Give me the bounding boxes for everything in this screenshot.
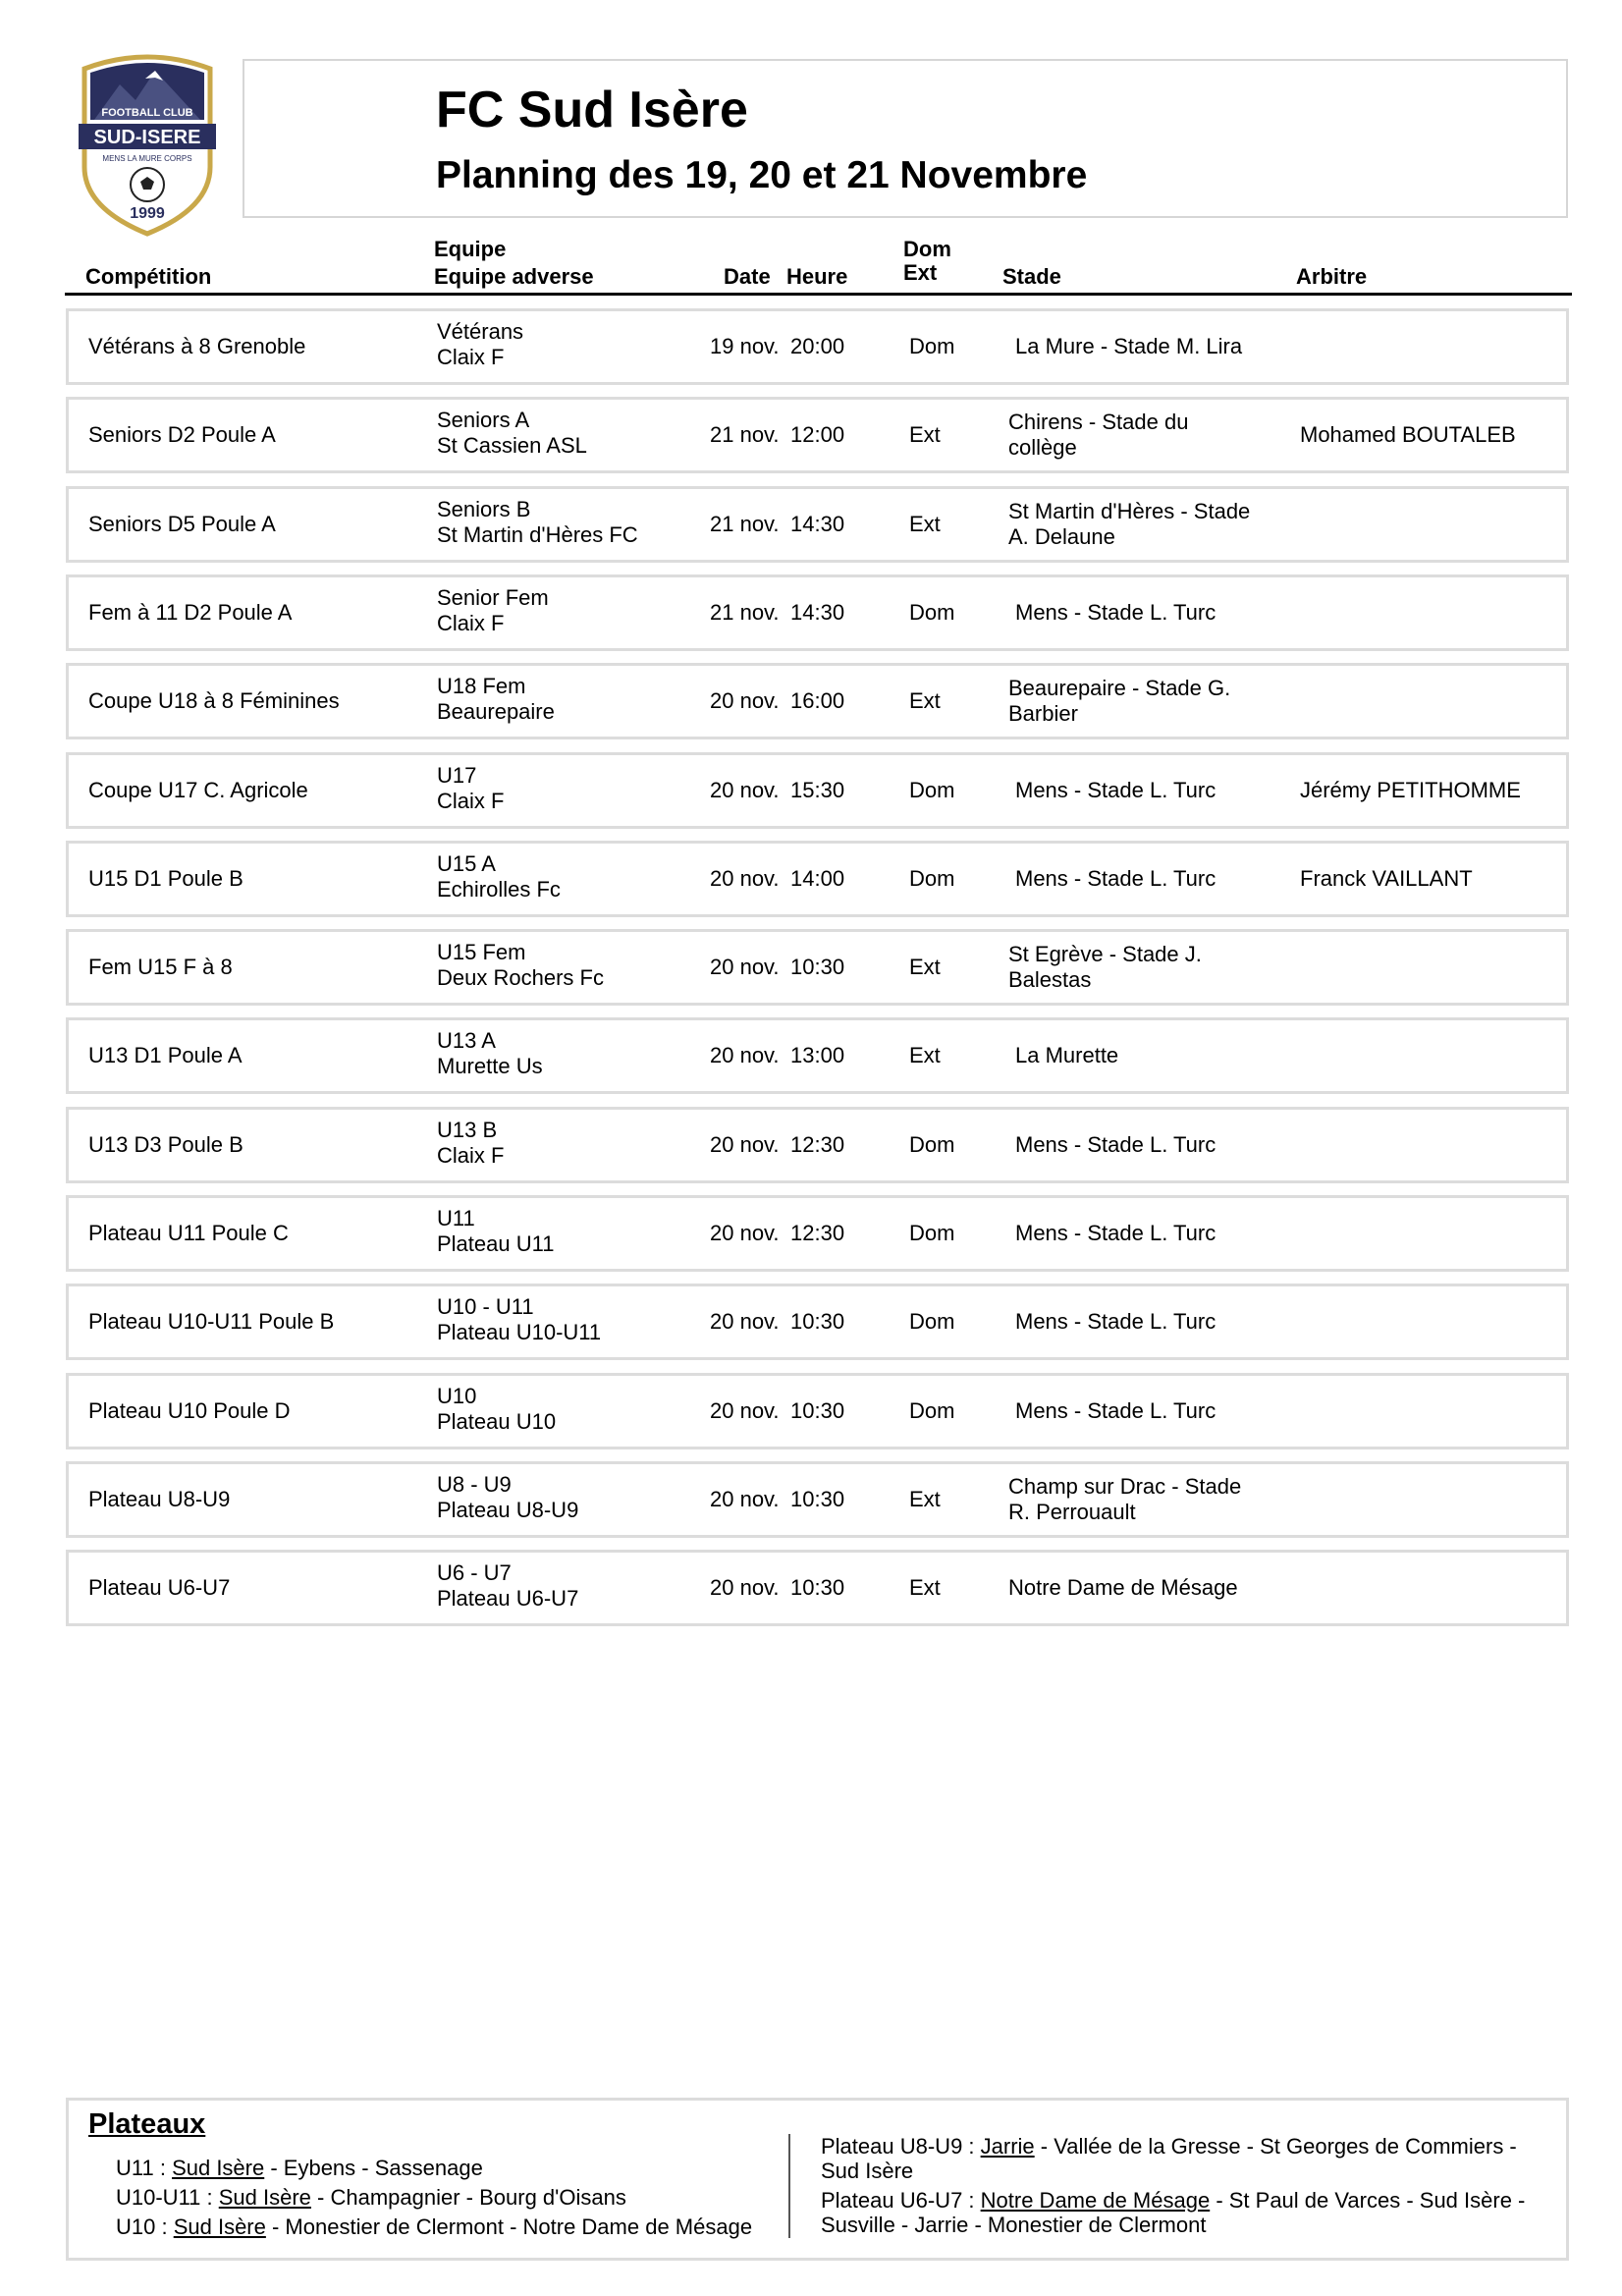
- adverse-text: Plateau U6-U7: [437, 1586, 579, 1611]
- stade-line: Chirens - Stade du: [1008, 410, 1189, 434]
- stade-line: Mens - Stade L. Turc: [1015, 778, 1216, 802]
- stade-cell: [1015, 866, 1216, 892]
- competition-cell: Vétérans à 8 Grenoble: [88, 334, 306, 358]
- col-header-heure: Heure: [786, 264, 848, 289]
- heure-cell: 12:00: [790, 422, 845, 447]
- match-row: [66, 752, 1569, 829]
- equipe-text: Seniors A: [437, 408, 530, 432]
- domext-cell: Ext: [909, 1575, 941, 1600]
- team-cell: [437, 1028, 543, 1079]
- domext-cell: Ext: [909, 688, 941, 713]
- match-row: [66, 1017, 1569, 1094]
- date-cell: 19 nov.: [710, 334, 780, 358]
- plateau-line: Plateau U8-U9 : Jarrie - Vallée de la Gresse - St Georges de Commiers - Sud Isère: [821, 2134, 1517, 2183]
- match-row: [66, 1284, 1569, 1360]
- stade-cell: [1015, 334, 1242, 359]
- date-cell: 20 nov.: [710, 1575, 780, 1600]
- stade-line: Mens - Stade L. Turc: [1015, 1309, 1216, 1334]
- competition-cell: Plateau U10 Poule D: [88, 1398, 291, 1423]
- heure-cell: 20:00: [790, 334, 845, 358]
- stade-line: Beaurepaire - Stade G.: [1008, 676, 1231, 700]
- stade-cell: [1008, 499, 1250, 550]
- date-cell: 20 nov.: [710, 955, 780, 979]
- date-cell: 20 nov.: [710, 1132, 780, 1157]
- adverse-text: St Martin d'Hères FC: [437, 522, 638, 547]
- col-header-equipe-adverse: Equipe adverse: [434, 264, 594, 289]
- adverse-text: Plateau U10: [437, 1409, 557, 1434]
- arbitre-cell: Franck VAILLANT: [1300, 866, 1473, 891]
- domext-cell: Dom: [909, 866, 955, 891]
- match-row: [66, 308, 1569, 385]
- stade-line: Notre Dame de Mésage: [1008, 1575, 1238, 1600]
- domext-cell: Ext: [909, 1487, 941, 1511]
- title-box: [243, 59, 1568, 218]
- stade-line: Balestas: [1008, 967, 1092, 992]
- heure-cell: 16:00: [790, 688, 845, 713]
- competition-cell: Coupe U18 à 8 Féminines: [88, 688, 340, 713]
- equipe-text: U10: [437, 1384, 477, 1408]
- stade-cell: [1008, 1474, 1241, 1525]
- domext-cell: Ext: [909, 422, 941, 447]
- date-cell: 20 nov.: [710, 1398, 780, 1423]
- stade-cell: [1008, 1575, 1238, 1601]
- domext-cell: Dom: [909, 1309, 955, 1334]
- competition-cell: U13 D1 Poule A: [88, 1043, 243, 1067]
- plateau-line: Plateau U6-U7 : Notre Dame de Mésage - St Paul de Varces - Sud Isère - Susville - Jarrie - Monestier de Clermont: [821, 2188, 1526, 2237]
- date-cell: 20 nov.: [710, 1043, 780, 1067]
- date-cell: 20 nov.: [710, 778, 780, 802]
- stade-line: St Martin d'Hères - Stade: [1008, 499, 1251, 523]
- match-row: [66, 1550, 1569, 1626]
- logo-banner: SUD-ISERE: [93, 127, 201, 148]
- logo-year: 1999: [130, 205, 165, 222]
- adverse-text: Plateau U8-U9: [437, 1498, 579, 1522]
- page-title: FC Sud Isère: [436, 82, 748, 138]
- heure-cell: 14:30: [790, 600, 845, 625]
- stade-line: Mens - Stade L. Turc: [1015, 866, 1216, 891]
- plateaux-divider: [788, 2134, 790, 2238]
- adverse-text: Claix F: [437, 789, 505, 813]
- competition-cell: U15 D1 Poule B: [88, 866, 243, 891]
- adverse-text: Beaurepaire: [437, 699, 555, 724]
- col-header-competition: Compétition: [85, 264, 212, 289]
- stade-line: Mens - Stade L. Turc: [1015, 1221, 1216, 1245]
- team-cell: [437, 1206, 554, 1257]
- date-cell: 21 nov.: [710, 422, 780, 447]
- date-cell: 20 nov.: [710, 866, 780, 891]
- stade-cell: [1008, 410, 1188, 461]
- stade-cell: [1015, 1221, 1216, 1246]
- competition-cell: Seniors D5 Poule A: [88, 512, 276, 536]
- stade-cell: [1015, 778, 1216, 803]
- adverse-text: Murette Us: [437, 1054, 543, 1078]
- stade-line: collège: [1008, 435, 1077, 460]
- heure-cell: 10:30: [790, 1309, 845, 1334]
- heure-cell: 14:00: [790, 866, 845, 891]
- stade-cell: [1015, 1309, 1216, 1335]
- competition-cell: Plateau U10-U11 Poule B: [88, 1309, 335, 1334]
- stade-line: Mens - Stade L. Turc: [1015, 1132, 1216, 1157]
- team-cell: [437, 408, 587, 459]
- plateaux-title: Plateaux: [88, 2108, 206, 2140]
- domext-cell: Ext: [909, 512, 941, 536]
- stade-line: Barbier: [1008, 701, 1078, 726]
- team-cell: [437, 1294, 601, 1345]
- stade-cell: [1015, 1132, 1216, 1158]
- stade-cell: [1008, 942, 1202, 993]
- heure-cell: 10:30: [790, 1487, 845, 1511]
- match-row: [66, 841, 1569, 917]
- stade-line: A. Delaune: [1008, 524, 1115, 549]
- header-divider: [65, 293, 1572, 296]
- competition-cell: Plateau U11 Poule C: [88, 1221, 289, 1245]
- plateau-line: U10-U11 : Sud Isère - Champagnier - Bourg d'Oisans: [116, 2185, 626, 2210]
- adverse-text: St Cassien ASL: [437, 433, 587, 458]
- stade-line: La Murette: [1015, 1043, 1119, 1067]
- competition-cell: Plateau U6-U7: [88, 1575, 231, 1600]
- team-cell: [437, 1560, 578, 1612]
- match-row: [66, 1373, 1569, 1449]
- date-cell: 21 nov.: [710, 512, 780, 536]
- equipe-text: U17: [437, 763, 477, 788]
- domext-cell: Ext: [909, 955, 941, 979]
- col-header-equipe: Equipe: [434, 237, 507, 261]
- plateaux-right: [821, 2134, 1547, 2242]
- plateau-line: U10 : Sud Isère - Monestier de Clermont - Notre Dame de Mésage: [116, 2214, 753, 2239]
- heure-cell: 10:30: [790, 1575, 845, 1600]
- date-cell: 20 nov.: [710, 1309, 780, 1334]
- date-cell: 20 nov.: [710, 1487, 780, 1511]
- domext-cell: Dom: [909, 334, 955, 358]
- adverse-text: Claix F: [437, 345, 505, 369]
- arbitre-cell: Jérémy PETITHOMME: [1300, 778, 1521, 802]
- match-row: [66, 574, 1569, 651]
- equipe-text: U15 A: [437, 851, 496, 876]
- logo-towns: MENS LA MURE CORPS: [102, 154, 192, 163]
- logo-top-text: FOOTBALL CLUB: [101, 107, 193, 119]
- team-cell: [437, 674, 555, 725]
- stade-line: La Mure - Stade M. Lira: [1015, 334, 1243, 358]
- equipe-text: U13 A: [437, 1028, 496, 1053]
- heure-cell: 12:30: [790, 1132, 845, 1157]
- team-cell: [437, 1384, 556, 1435]
- competition-cell: Fem U15 F à 8: [88, 955, 233, 979]
- stade-line: Champ sur Drac - Stade: [1008, 1474, 1242, 1499]
- adverse-text: Claix F: [437, 611, 505, 635]
- stade-cell: [1015, 1043, 1118, 1068]
- adverse-text: Plateau U11: [437, 1231, 555, 1256]
- equipe-text: U11: [437, 1206, 475, 1230]
- plateaux-left: [116, 2154, 752, 2242]
- match-row: [66, 397, 1569, 473]
- match-row: [66, 1195, 1569, 1272]
- domext-cell: Dom: [909, 778, 955, 802]
- domext-cell: Dom: [909, 1398, 955, 1423]
- stade-line: St Egrève - Stade J.: [1008, 942, 1202, 966]
- equipe-text: Seniors B: [437, 497, 531, 521]
- team-cell: [437, 1118, 504, 1169]
- team-cell: [437, 585, 549, 636]
- heure-cell: 15:30: [790, 778, 845, 802]
- equipe-text: Senior Fem: [437, 585, 549, 610]
- equipe-text: U6 - U7: [437, 1560, 512, 1585]
- match-row: [66, 929, 1569, 1006]
- stade-cell: [1015, 1398, 1216, 1424]
- adverse-text: Deux Rochers Fc: [437, 965, 604, 990]
- stade-cell: [1008, 676, 1230, 727]
- equipe-text: U8 - U9: [437, 1472, 512, 1497]
- col-header-date: Date: [724, 264, 771, 289]
- team-cell: [437, 1472, 578, 1523]
- col-header-arbitre: Arbitre: [1296, 264, 1368, 289]
- heure-cell: 10:30: [790, 955, 845, 979]
- plateaux-box: [66, 2098, 1569, 2261]
- col-header-stade: Stade: [1002, 264, 1061, 289]
- competition-cell: U13 D3 Poule B: [88, 1132, 243, 1157]
- competition-cell: Coupe U17 C. Agricole: [88, 778, 308, 802]
- club-logo: [77, 51, 218, 238]
- stade-cell: [1015, 600, 1216, 626]
- stade-line: Mens - Stade L. Turc: [1015, 1398, 1216, 1423]
- heure-cell: 14:30: [790, 512, 845, 536]
- date-cell: 20 nov.: [710, 688, 780, 713]
- date-cell: 21 nov.: [710, 600, 780, 625]
- domext-cell: Dom: [909, 1221, 955, 1245]
- heure-cell: 12:30: [790, 1221, 845, 1245]
- domext-cell: Dom: [909, 1132, 955, 1157]
- domext-cell: Ext: [909, 1043, 941, 1067]
- equipe-text: U13 B: [437, 1118, 498, 1142]
- adverse-text: Claix F: [437, 1143, 505, 1168]
- col-header-ext: Ext: [903, 260, 938, 285]
- domext-cell: Dom: [909, 600, 955, 625]
- plateau-line: U11 : Sud Isère - Eybens - Sassenage: [116, 2156, 483, 2180]
- col-header-dom: Dom: [903, 237, 951, 261]
- equipe-text: U15 Fem: [437, 940, 526, 964]
- arbitre-cell: Mohamed BOUTALEB: [1300, 422, 1516, 447]
- page-subtitle: Planning des 19, 20 et 21 Novembre: [436, 154, 1088, 196]
- adverse-text: Plateau U10-U11: [437, 1320, 602, 1344]
- match-row: [66, 663, 1569, 739]
- competition-cell: Seniors D2 Poule A: [88, 422, 276, 447]
- equipe-text: U10 - U11: [437, 1294, 534, 1319]
- team-cell: [437, 319, 523, 370]
- match-row: [66, 486, 1569, 563]
- competition-cell: Plateau U8-U9: [88, 1487, 231, 1511]
- heure-cell: 13:00: [790, 1043, 845, 1067]
- team-cell: [437, 497, 638, 548]
- match-row: [66, 1107, 1569, 1183]
- competition-cell: Fem à 11 D2 Poule A: [88, 600, 293, 625]
- equipe-text: Vétérans: [437, 319, 524, 344]
- team-cell: [437, 851, 561, 902]
- date-cell: 20 nov.: [710, 1221, 780, 1245]
- equipe-text: U18 Fem: [437, 674, 526, 698]
- stade-line: R. Perrouault: [1008, 1500, 1136, 1524]
- adverse-text: Echirolles Fc: [437, 877, 561, 902]
- match-row: [66, 1461, 1569, 1538]
- heure-cell: 10:30: [790, 1398, 845, 1423]
- stade-line: Mens - Stade L. Turc: [1015, 600, 1216, 625]
- team-cell: [437, 940, 604, 991]
- team-cell: [437, 763, 504, 814]
